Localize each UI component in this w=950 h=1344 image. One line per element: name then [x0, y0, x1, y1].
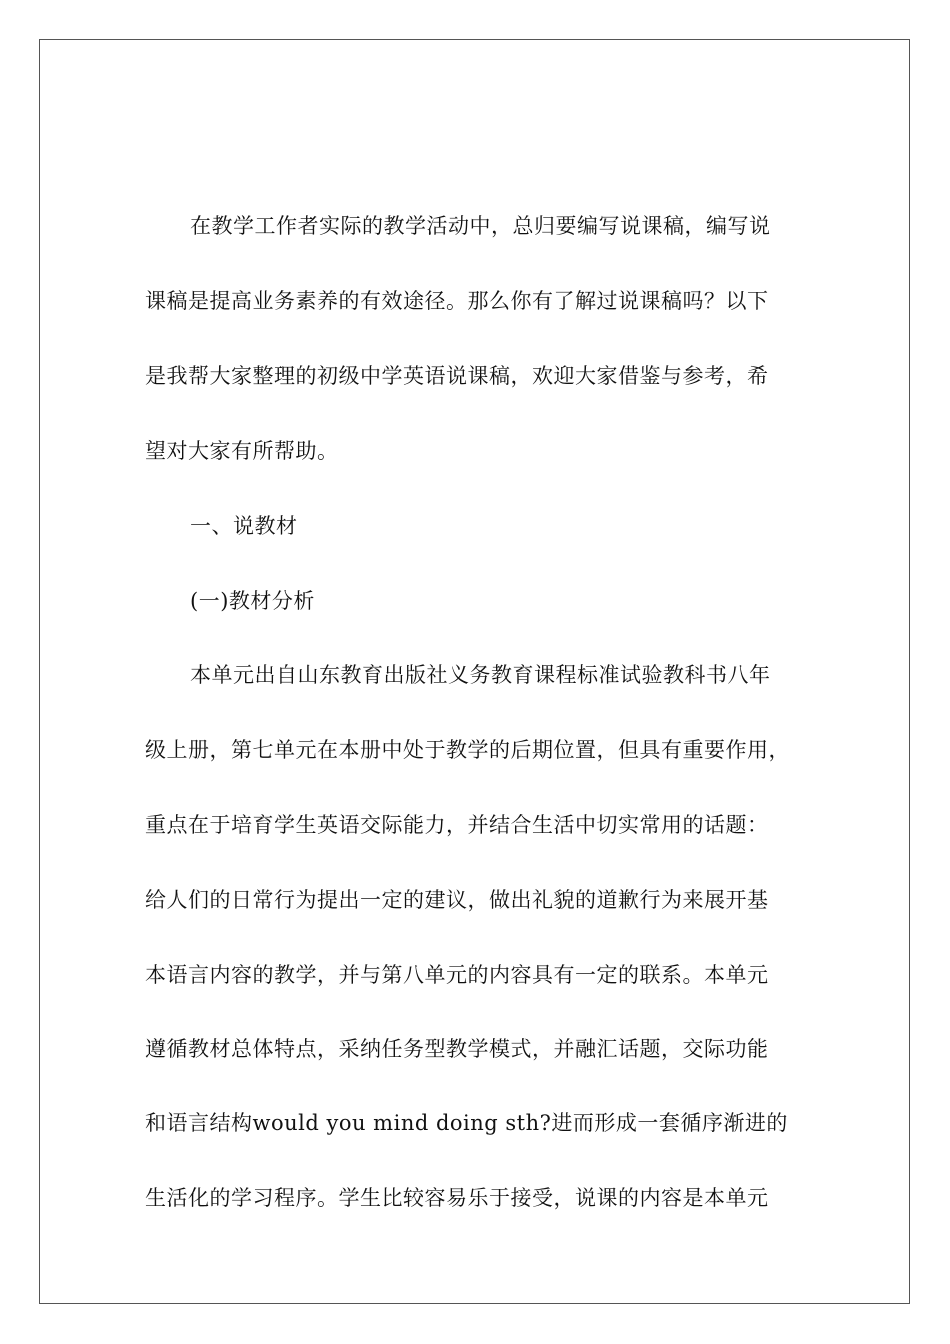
body-paragraph-line: 和语言结构would you mind doing sth?进而形成一套循序渐进的	[145, 1111, 788, 1135]
intro-paragraph-line: 在教学工作者实际的教学活动中，总归要编写说课稿，编写说	[190, 214, 771, 238]
intro-paragraph-line: 望对大家有所帮助。	[145, 439, 339, 463]
body-paragraph-line: 重点在于培育学生英语交际能力，并结合生活中切实常用的话题：	[145, 813, 769, 837]
body-paragraph-line: 遵循教材总体特点，采纳任务型教学模式，并融汇话题，交际功能	[145, 1037, 769, 1061]
intro-paragraph-line: 课稿是提高业务素养的有效途径。那么你有了解过说课稿吗？以下	[145, 289, 769, 313]
section-heading: 一、说教材	[190, 514, 298, 538]
subsection-heading: (一)教材分析	[190, 589, 315, 613]
body-paragraph-line: 本单元出自山东教育出版社义务教育课程标准试验教科书八年	[190, 663, 771, 687]
body-paragraph-line: 级上册，第七单元在本册中处于教学的后期位置，但具有重要作用，	[145, 738, 790, 762]
intro-paragraph-line: 是我帮大家整理的初级中学英语说课稿，欢迎大家借鉴与参考，希	[145, 364, 769, 388]
body-paragraph-line: 给人们的日常行为提出一定的建议，做出礼貌的道歉行为来展开基	[145, 888, 769, 912]
body-paragraph-line: 生活化的学习程序。学生比较容易乐于接受，说课的内容是本单元	[145, 1186, 769, 1210]
body-paragraph-line: 本语言内容的教学，并与第八单元的内容具有一定的联系。本单元	[145, 963, 769, 987]
